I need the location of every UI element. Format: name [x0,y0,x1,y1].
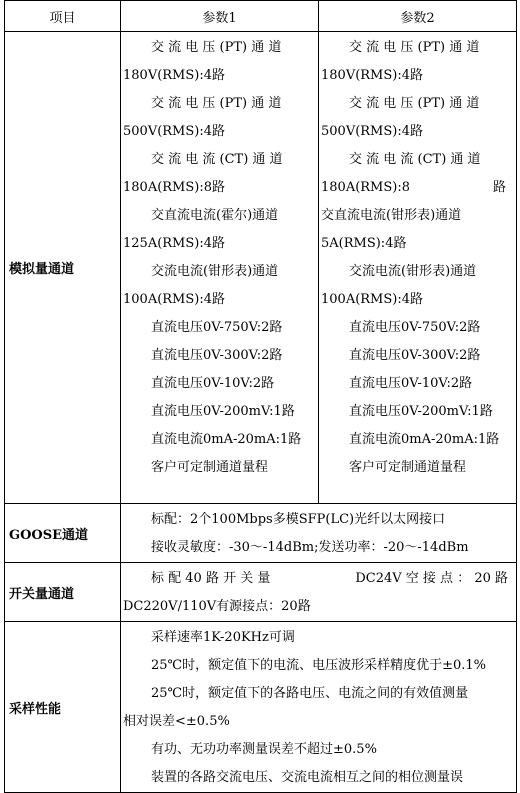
param-line [319,370,514,398]
param-line [121,202,316,230]
param-line-text: 500V(RMS):4路 [123,124,226,139]
param-line [319,454,514,482]
goose-row [5,504,517,563]
param-line-text: 直流电压0V-750V:2路 [349,320,481,335]
param-line-text: 180A(RMS):8路 [123,180,226,195]
param-line [121,314,316,342]
param-line [319,426,514,454]
param-line-text: 交 流 电 压 (PT) 通 道 [151,40,282,55]
param-line-text: 交流电流(钳形表)通道 [151,264,279,279]
param-line [121,342,316,370]
param-line-text: 直流电压0V-10V:2路 [349,376,473,391]
param-line [319,90,514,118]
goose-label: GOOSE通道 [5,504,121,563]
param-line [121,426,316,454]
param-line-text: 交 流 电 流 (CT) 通 道 [151,152,283,167]
param-line-text: 25℃时，额定值下的电流、电压波形采样精度优于±0.1% [151,658,487,673]
switch-line-a: 标 配 40 路 开 关 量 [151,571,271,586]
param-line [121,62,316,90]
param-line [319,62,514,90]
param-line-text: 直流电压0V-300V:2路 [349,348,481,363]
analog-row [5,32,517,504]
param-line [121,258,316,286]
param-line [121,370,316,398]
spec-table [4,0,517,793]
param-line [319,34,514,62]
param-line [121,764,514,792]
param-line-text: 交 流 电 压 (PT) 通 道 [349,40,480,55]
param-line-text: 直流电流0mA-20mA:1路 [151,432,302,447]
param-line [121,34,316,62]
goose-line: 接收灵敏度：-30～-14dBm;发送功率：-20～-14dBm [151,540,469,555]
param-line [121,174,316,202]
param-line [121,230,316,258]
param-line-text: 125A(RMS):4路 [123,236,226,251]
param-line-text: 交 流 电 压 (PT) 通 道 [349,96,480,111]
param-line-text: 180A(RMS):8 [321,180,411,195]
switch-cell [121,563,517,622]
analog-param1-cell [121,32,319,504]
param-line-text: 直流电压0V-750V:2路 [151,320,283,335]
param-line-text: 5A(RMS):4路 [321,236,407,251]
param-line-text: 交 流 电 压 (PT) 通 道 [151,96,282,111]
param-line [121,624,514,652]
param-line [319,174,514,202]
param-line-text: 直流电压0V-10V:2路 [151,376,275,391]
param-line [121,90,316,118]
analog-param2-cell [319,32,517,504]
param-line-text: 客户可定制通道量程 [349,460,467,475]
param-line-text: 装置的各路交流电压、交流电流相互之间的相位测量误 [151,770,464,785]
param-line-text: 直流电压0V-200mV:1路 [151,404,295,419]
param-line [121,286,316,314]
switch-row [5,563,517,622]
param-line-text: 交直流电流(霍尔)通道 [151,208,279,223]
analog-label: 模拟量通道 [5,32,121,504]
param-line [319,230,514,258]
param-line [319,202,514,230]
param-line [319,286,514,314]
param-line [319,118,514,146]
param-line-text: 直流电流0mA-20mA:1路 [349,432,500,447]
param-line-text: 相对误差<±0.5% [123,714,230,729]
param-line [121,398,316,426]
param-line-text: 交流电流(钳形表)通道 [349,264,477,279]
param-line [319,342,514,370]
param-line [121,652,514,680]
param-line-suffix: 路 [492,180,506,195]
param-line-text: 交直流电流(钳形表)通道 [321,208,462,223]
sampling-cell [121,622,517,793]
param-line-text: 交 流 电 流 (CT) 通 道 [349,152,481,167]
param-line [121,680,514,708]
param-line-text: 25℃时，额定值下的各路电压、电流之间的有效值测量 [151,686,469,701]
header-param2: 参数2 [319,1,517,32]
param-line-text: 有功、无功功率测量误差不超过±0.5% [151,742,377,757]
param-line-text: 直流电压0V-200mV:1路 [349,404,493,419]
param-line-text: 直流电压0V-300V:2路 [151,348,283,363]
param-line [319,314,514,342]
param-line [121,118,316,146]
sampling-label: 采样性能 [5,622,121,793]
param-line [121,146,316,174]
header-row [5,1,517,32]
sampling-row [5,622,517,793]
param-line-text: 采样速率1K-20KHz可调 [151,630,295,645]
param-line [319,258,514,286]
goose-cell [121,504,517,563]
goose-line: 标配：2个100Mbps多模SFP(LC)光纤以太网接口 [151,512,446,527]
param-line-text: 180V(RMS):4路 [123,68,226,83]
header-param1: 参数1 [121,1,319,32]
header-item: 项目 [5,1,121,32]
switch-label: 开关量通道 [5,563,121,622]
param-line-text: 100A(RMS):4路 [123,292,226,307]
switch-line-b: DC24V 空 接 点 ： 20 路 [355,571,508,586]
param-line-text: 180V(RMS):4路 [321,68,424,83]
param-line [121,708,514,736]
param-line-text: 客户可定制通道量程 [151,460,269,475]
param-line [121,736,514,764]
param-line [319,146,514,174]
param-line-text: 500V(RMS):4路 [321,124,424,139]
switch-line-2: DC220V/110V有源接点：20路 [123,599,311,614]
param-line [319,398,514,426]
param-line-text: 100A(RMS):4路 [321,292,424,307]
param-line [121,454,316,482]
